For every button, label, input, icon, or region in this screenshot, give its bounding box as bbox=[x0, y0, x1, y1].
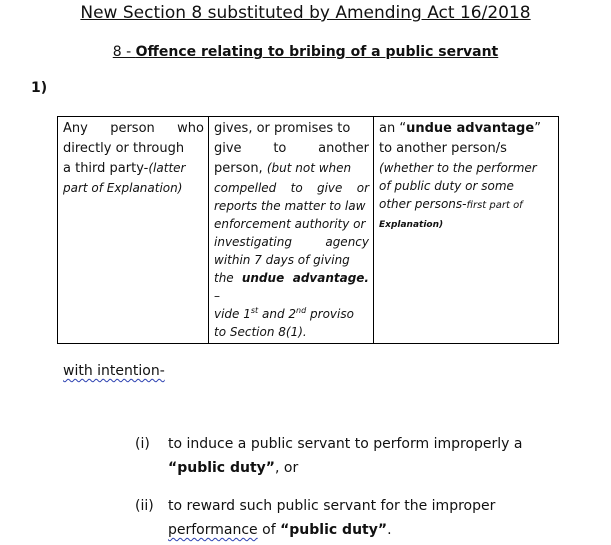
cell-line: to another person/s bbox=[379, 141, 507, 156]
page-title: New Section 8 substituted by Amending Act 16/2018 bbox=[80, 3, 531, 23]
list-item-text: , or bbox=[275, 460, 299, 476]
table-cell-act bbox=[209, 117, 374, 344]
cell-italic-line: reports the matter to law bbox=[214, 199, 366, 213]
table-row bbox=[58, 117, 559, 344]
section-number: 8 - bbox=[112, 44, 136, 60]
clause-number: 1) bbox=[31, 80, 48, 96]
cell-line bbox=[63, 159, 204, 179]
list-item bbox=[135, 494, 565, 542]
cell-text: and 2 bbox=[258, 307, 297, 321]
section-heading-text: Offence relating to bribing of a public servant bbox=[135, 44, 499, 60]
cell-text: – bbox=[214, 289, 220, 303]
intention-text: with intention- bbox=[63, 363, 165, 379]
cell-small-line: Explanation) bbox=[379, 220, 444, 230]
list-item-text: to induce a public servant to perform improperly a bbox=[168, 436, 523, 452]
superscript: nd bbox=[296, 306, 307, 315]
list-item-bold-text: “public duty” bbox=[280, 522, 388, 538]
superscript: st bbox=[250, 306, 259, 315]
cell-text: other persons- bbox=[379, 197, 467, 211]
cell-text: an “ bbox=[379, 121, 407, 136]
cell-italic-line: of public duty or some bbox=[379, 179, 514, 193]
cell-italic-line: investigating agency bbox=[214, 235, 369, 249]
list-item bbox=[135, 432, 565, 480]
cell-text: proviso bbox=[306, 307, 354, 321]
list-item-text: . bbox=[387, 522, 392, 538]
cell-text: person, bbox=[214, 161, 267, 176]
cell-small-text: first part of bbox=[466, 200, 523, 211]
cell-italic-line bbox=[214, 269, 369, 305]
table-cell-who bbox=[58, 117, 209, 344]
cell-line: directly or through bbox=[63, 141, 185, 156]
cell-italic-line: enforcement authority or bbox=[214, 217, 366, 231]
cell-italic-line: compelled to give or bbox=[214, 181, 369, 195]
list-item-number: (i) bbox=[135, 436, 150, 452]
list-item-text: performance bbox=[168, 522, 258, 538]
cell-line: give to another bbox=[214, 141, 369, 156]
intention-label bbox=[63, 363, 165, 379]
cell-text: ” bbox=[534, 121, 541, 136]
cell-line: Any person who bbox=[63, 121, 204, 136]
list-item-bold-text: “public duty” bbox=[168, 460, 275, 476]
list-item-text: to reward such public servant for the improper bbox=[168, 498, 496, 514]
table-cell-advantage bbox=[374, 117, 559, 344]
cell-text: the bbox=[214, 271, 242, 285]
list-item-continuation bbox=[135, 518, 565, 542]
cell-italic-line: to Section 8(1). bbox=[214, 325, 307, 339]
list-item-text: of bbox=[257, 522, 281, 538]
cell-italic-line: part of Explanation) bbox=[63, 181, 183, 195]
cell-text: vide 1 bbox=[214, 307, 251, 321]
cell-bold-text: undue advantage. bbox=[241, 271, 369, 285]
cell-italic-text: (latter bbox=[148, 161, 186, 175]
cell-text: a third party- bbox=[63, 161, 149, 176]
cell-line bbox=[214, 159, 369, 179]
cell-italic-line bbox=[379, 195, 554, 215]
cell-italic-line: (whether to the performer bbox=[379, 161, 537, 175]
cell-line bbox=[379, 119, 554, 139]
offence-table bbox=[57, 116, 559, 344]
list-item-continuation bbox=[135, 456, 565, 480]
cell-italic-text: (but not when bbox=[266, 161, 352, 175]
cell-italic-line bbox=[214, 305, 369, 323]
cell-line: gives, or promises to bbox=[214, 121, 351, 136]
list-item-number: (ii) bbox=[135, 498, 154, 514]
cell-italic-line: within 7 days of giving bbox=[214, 253, 350, 267]
section-heading bbox=[0, 44, 611, 60]
cell-bold-text: undue advantage bbox=[406, 121, 535, 136]
